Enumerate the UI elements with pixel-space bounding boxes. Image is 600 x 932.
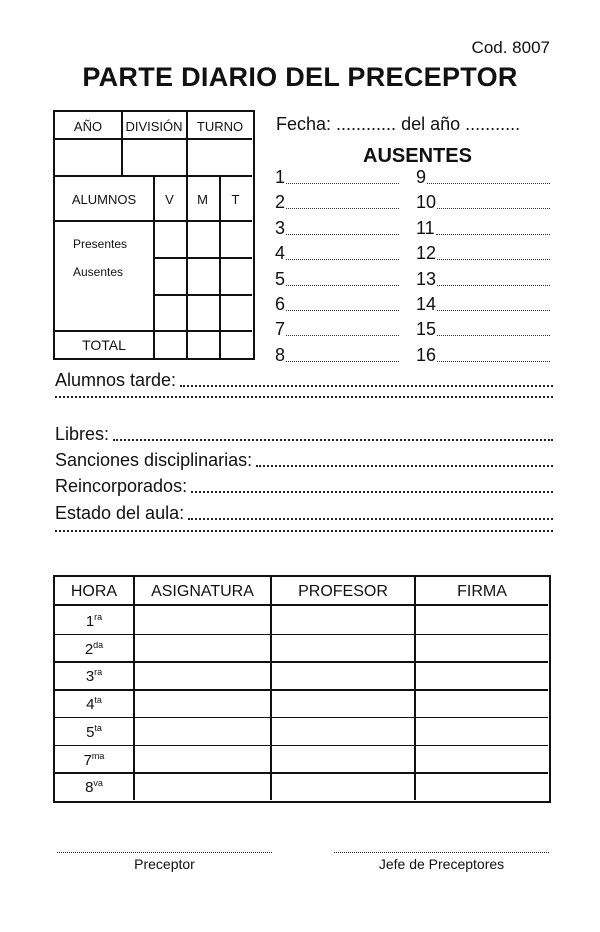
hour-suffix: ra xyxy=(94,667,103,678)
ausente-number: 14 xyxy=(416,294,437,314)
report-field-label: Reincorporados: xyxy=(55,476,188,496)
fecha-year-dots: ........... xyxy=(465,114,521,134)
ausente-number: 3 xyxy=(275,217,286,238)
ausente-line[interactable] xyxy=(416,269,550,290)
report-field[interactable] xyxy=(55,370,553,391)
col-asignatura: ASIGNATURA xyxy=(151,583,254,600)
hour-suffix: ta xyxy=(94,695,102,706)
ausente-number: 13 xyxy=(416,268,437,289)
hour-cell xyxy=(55,667,133,685)
report-field-label: Alumnos tarde: xyxy=(55,370,177,390)
page-title: PARTE DIARIO DEL PRECEPTOR xyxy=(82,62,518,92)
hour-suffix: ma xyxy=(91,750,105,761)
ausente-line[interactable] xyxy=(275,269,399,290)
ausente-line[interactable] xyxy=(416,243,550,264)
presentes-label: Presentes xyxy=(73,237,128,251)
ausente-number: 12 xyxy=(416,243,437,264)
ausente-number: 15 xyxy=(416,319,437,340)
alumnos-label: ALUMNOS xyxy=(71,192,137,207)
total-label: TOTAL xyxy=(82,337,126,353)
ausente-line[interactable] xyxy=(275,218,399,239)
signature-jefe xyxy=(334,852,549,872)
ausente-line[interactable] xyxy=(275,167,399,188)
col-hora: HORA xyxy=(70,583,118,600)
col-firma: FIRMA xyxy=(457,583,507,600)
hour-cell xyxy=(55,723,133,741)
report-field[interactable] xyxy=(55,530,553,536)
report-field-label: Libres: xyxy=(55,424,110,444)
ausente-line[interactable] xyxy=(275,243,399,264)
fecha-line xyxy=(276,114,520,135)
hour-cell xyxy=(55,640,133,658)
hour-number: 5 xyxy=(86,723,95,741)
signature-preceptor-label: Preceptor xyxy=(134,856,195,872)
signature-jefe-label: Jefe de Preceptores xyxy=(378,856,505,872)
report-field-label: Sanciones disciplinarias: xyxy=(55,450,253,470)
hour-number: 1 xyxy=(85,613,95,630)
ausente-line[interactable] xyxy=(416,167,550,188)
hour-suffix: va xyxy=(93,778,103,789)
hour-suffix: ra xyxy=(94,612,103,622)
fecha-mid: del año xyxy=(401,114,461,134)
ausente-number: 7 xyxy=(275,319,286,340)
form-code: Cod. 8007 xyxy=(471,38,550,57)
ausente-line[interactable] xyxy=(416,218,550,239)
ausente-line[interactable] xyxy=(416,345,550,366)
ausente-number: 4 xyxy=(275,243,286,264)
signature-preceptor xyxy=(57,852,272,872)
ausente-line[interactable] xyxy=(275,192,399,213)
report-field[interactable] xyxy=(55,476,553,497)
report-field-label: Estado del aula: xyxy=(55,503,185,523)
hour-cell xyxy=(55,778,133,796)
fecha-label: Fecha: xyxy=(276,114,332,134)
ausente-line[interactable] xyxy=(416,192,550,213)
hour-cell xyxy=(55,695,133,713)
hour-suffix: ta xyxy=(94,722,102,733)
report-field[interactable] xyxy=(55,424,553,445)
hour-number: 4 xyxy=(86,696,95,714)
schedule-table xyxy=(53,575,551,803)
hour-number: 8 xyxy=(85,779,94,797)
report-field[interactable] xyxy=(55,450,553,471)
ausentes-label: Ausentes xyxy=(73,265,124,279)
attendance-summary-table xyxy=(53,110,255,360)
shift-t: T xyxy=(231,192,240,207)
header-division: DIVISIÓN xyxy=(125,119,183,134)
ausente-line[interactable] xyxy=(275,345,399,366)
ausente-line[interactable] xyxy=(275,319,399,340)
ausente-number: 1 xyxy=(275,167,286,187)
hour-number: 3 xyxy=(85,668,95,686)
ausente-number: 10 xyxy=(416,192,437,213)
hour-number: 7 xyxy=(83,751,92,769)
ausentes-title: AUSENTES xyxy=(363,145,472,167)
header-anio: AÑO xyxy=(73,119,103,134)
col-profesor: PROFESOR xyxy=(298,583,388,600)
ausente-line[interactable] xyxy=(275,294,399,315)
shift-m: M xyxy=(197,192,208,207)
hour-suffix: da xyxy=(93,639,104,650)
report-field[interactable] xyxy=(55,503,553,524)
ausente-number: 6 xyxy=(275,294,286,314)
report-field[interactable] xyxy=(55,396,553,402)
ausente-number: 5 xyxy=(275,268,286,289)
ausente-number: 16 xyxy=(416,344,437,365)
ausente-line[interactable] xyxy=(416,294,550,315)
hour-cell xyxy=(55,612,133,630)
ausente-number: 11 xyxy=(416,217,435,238)
ausente-number: 9 xyxy=(416,167,427,187)
ausente-number: 8 xyxy=(275,344,286,365)
shift-v: V xyxy=(165,192,174,207)
hour-cell xyxy=(55,751,133,769)
header-turno: TURNO xyxy=(196,119,244,134)
fecha-day-dots: ............ xyxy=(336,114,397,134)
hour-number: 2 xyxy=(84,640,94,658)
ausente-number: 2 xyxy=(275,192,286,213)
ausente-line[interactable] xyxy=(416,319,550,340)
